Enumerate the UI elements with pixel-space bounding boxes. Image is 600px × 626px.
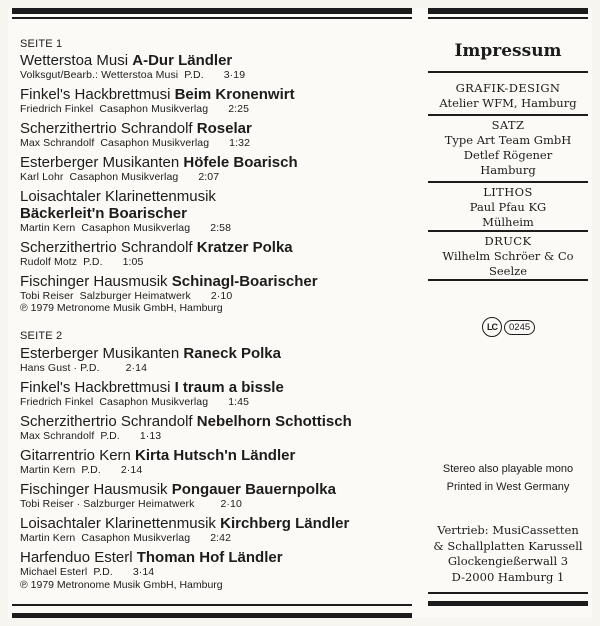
track-s2-6 [20,515,410,545]
track-artist: Esterberger Musikanten [20,154,180,171]
stereo-note [422,460,594,496]
track-artist: Scherzithertrio Schrandolf [20,239,193,256]
label-code-number: 0245 [504,320,535,335]
track-s1-6 [20,239,410,269]
side-2-copyright: ℗ 1979 Metronome Musik GmbH, Hamburg [20,579,223,591]
druck-line: Wilhelm Schröer & Co [442,249,574,263]
track-s2-7 [20,549,410,579]
lithos-title: LITHOS [483,185,533,199]
track-composer: Karl Lohr [20,171,64,183]
impressum-panel [428,8,588,618]
vertrieb-line: Glockengießerwall 3 [447,554,569,568]
grafik-line: Atelier WFM, Hamburg [439,96,577,110]
track-composer: Martin Kern [20,464,76,476]
satz-line: Type Art Team GmbH [444,133,572,147]
track-composer: Max Schrandolf [20,430,95,442]
printed-line: Printed in West Germany [446,481,570,493]
track-duration: 2:42 [210,532,232,544]
track-s1-4 [20,154,410,184]
grafik-design-credit [428,81,588,111]
satz-line: Detlef Rögener [463,148,553,162]
track-duration: 1:05 [122,256,144,268]
track-title: Bäckerleit'n Boarischer [20,205,187,222]
track-composer: Martin Kern [20,532,76,544]
track-duration: 3·14 [132,566,155,578]
grafik-title: GRAFIK-DESIGN [455,81,561,95]
top-bar [12,8,412,14]
track-artist: Loisachtaler Klarinettenmusik [20,188,216,205]
divider [428,279,588,281]
track-s2-2 [20,379,410,409]
track-s2-3 [20,413,410,443]
track-publisher: Casaphon Musikverlag [99,396,209,408]
druck-title: DRUCK [484,234,532,248]
track-duration: 1·13 [139,430,162,442]
side-1-copyright: ℗ 1979 Metronome Musik GmbH, Hamburg [20,302,223,314]
divider [428,230,588,232]
track-publisher: Casaphon Musikverlag [81,222,191,234]
track-composer: Martin Kern [20,222,76,234]
track-listing-panel [12,8,412,618]
track-publisher: Casaphon Musikverlag [100,137,210,149]
stereo-line: Stereo also playable mono [442,463,574,475]
track-s2-5 [20,481,410,511]
track-composer: Rudolf Motz [20,256,78,268]
bottom-thin-bar [12,604,412,606]
track-publisher: P.D. [93,566,113,578]
track-s1-1 [20,52,410,82]
track-artist: Harfenduo Esterl [20,549,133,566]
track-duration: 2·14 [125,362,148,374]
track-s1-7 [20,273,410,303]
track-s1-3 [20,120,410,150]
track-title: Kirchberg Ländler [220,515,350,532]
track-title: Thoman Hof Ländler [136,549,283,566]
track-composer: Friedrich Finkel [20,396,94,408]
track-title: Kratzer Polka [196,239,293,256]
track-publisher: Casaphon Musikverlag [69,171,179,183]
track-artist: Gitarrentrio Kern [20,447,131,464]
track-publisher: P.D. [81,464,101,476]
track-title: Roselar [196,120,252,137]
vertrieb-line: D-2000 Hamburg 1 [451,569,565,584]
track-publisher: Casaphon Musikverlag [99,103,209,115]
track-s1-5 [20,188,410,235]
track-title: Raneck Polka [183,345,281,362]
track-duration: 2:58 [210,222,232,234]
track-artist: Esterberger Musikanten [20,345,180,362]
lithos-line: Mülheim [482,215,534,229]
side-1-label: SEITE 1 [20,38,63,50]
track-composer: Tobi Reiser [20,290,74,302]
side-2-label: SEITE 2 [20,330,63,342]
track-title: A-Dur Ländler [132,52,233,69]
track-artist: Wetterstoa Musi [20,52,129,69]
track-title: Schinagl-Boarischer [171,273,318,290]
lithos-line: Paul Pfau KG [469,200,547,214]
track-s2-1 [20,345,410,375]
divider [428,181,588,183]
track-duration: 2·14 [120,464,143,476]
satz-title: SATZ [491,118,525,132]
track-publisher: P.D. [83,256,103,268]
bottom-bar [428,601,588,606]
satz-line: Hamburg [480,163,536,177]
track-s2-4 [20,447,410,477]
track-title: I traum a bissle [174,379,284,396]
top-bar [428,8,588,14]
track-title: Pongauer Bauernpolka [171,481,336,498]
track-duration: 1:32 [229,137,251,149]
track-composer: Michael Esterl [20,566,88,578]
track-title: Nebelhorn Schottisch [196,413,352,430]
track-publisher: P.D. [100,430,120,442]
vertrieb-line: & Schallplatten Karussell [433,538,583,553]
track-composer: Hans Gust · P.D. [20,362,100,374]
distribution-address [420,523,596,585]
track-artist: Loisachtaler Klarinettenmusik [20,515,216,532]
track-publisher: P.D. [184,69,204,81]
track-artist: Scherzithertrio Schrandolf [20,120,193,137]
impressum-title: Impressum [454,41,562,61]
track-composer: Tobi Reiser · Salzburger Heimatwerk [20,498,195,510]
track-title: Kirta Hutsch'n Ländler [135,447,296,464]
label-code-logo [482,317,535,337]
track-artist: Finkel's Hackbrettmusi [20,379,171,396]
track-artist: Scherzithertrio Schrandolf [20,413,193,430]
track-duration: 1:45 [228,396,250,408]
track-artist: Fischinger Hausmusik [20,481,168,498]
lc-icon: LC [482,317,502,337]
track-title: Beim Kronenwirt [174,86,295,103]
track-duration: 2·10 [210,290,233,302]
divider [428,114,588,116]
divider [428,71,588,73]
track-title: Höfele Boarisch [183,154,298,171]
vertrieb-line: Vertrieb: MusiCassetten [437,523,579,537]
track-publisher: Casaphon Musikverlag [81,532,191,544]
track-s1-2 [20,86,410,116]
track-publisher: Salzburger Heimatwerk [79,290,191,302]
bottom-thin-bar [428,592,588,594]
track-duration: 2:25 [228,103,250,115]
druck-credit [428,234,588,279]
track-duration: 2·10 [220,498,242,510]
track-composer: Friedrich Finkel [20,103,94,115]
druck-line: Seelze [488,264,528,278]
track-artist: Finkel's Hackbrettmusi [20,86,171,103]
top-thin-bar [12,17,412,19]
top-thin-bar [428,17,588,19]
track-duration: 2:07 [198,171,220,183]
track-composer: Volksgut/Bearb.: Wetterstoa Musi [20,69,179,81]
satz-credit [428,118,588,178]
bottom-bar [12,613,412,618]
lithos-credit [428,185,588,230]
track-duration: 3·19 [223,69,246,81]
track-composer: Max Schrandolf [20,137,95,149]
track-artist: Fischinger Hausmusik [20,273,168,290]
